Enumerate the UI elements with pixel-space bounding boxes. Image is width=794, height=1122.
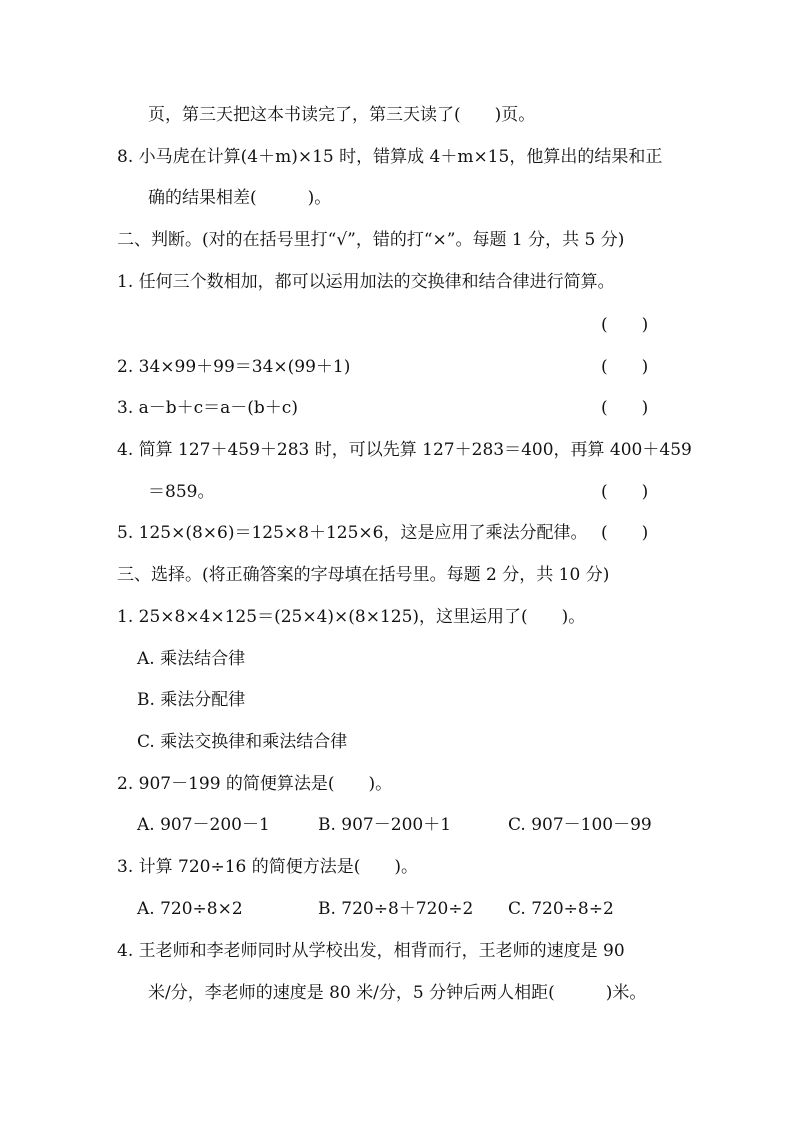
choice-1-option-a: A. 乘法结合律 — [137, 649, 246, 669]
section-2-heading: 二、判断。(对的在括号里打“√”，错的打“×”。每题 1 分，共 5 分) — [117, 230, 625, 250]
choice-question-4: 4. 王老师和李老师同时从学校出发，相背而行，王老师的速度是 90 — [117, 941, 625, 961]
answer-bracket-3[interactable]: ( ) — [601, 398, 649, 418]
choice-3-option-a: A. 720÷8×2 — [137, 899, 243, 919]
question-8-cont: 确的结果相差( )。 — [148, 188, 332, 208]
choice-2-option-a: A. 907－200－1 — [137, 815, 270, 835]
judge-question-5: 5. 125×(8×6)＝125×8＋125×6，这是应用了乘法分配律。 — [117, 523, 588, 543]
judge-question-1: 1. 任何三个数相加，都可以运用加法的交换律和结合律进行简算。 — [117, 272, 615, 292]
choice-question-4-cont: 米/分，李老师的速度是 80 米/分，5 分钟后两人相距( )米。 — [148, 983, 647, 1003]
choice-1-option-c: C. 乘法交换律和乘法结合律 — [137, 732, 348, 752]
judge-question-2: 2. 34×99＋99＝34×(99＋1) — [117, 357, 351, 377]
judge-question-4-cont: ＝859。 — [148, 482, 215, 502]
answer-bracket-2[interactable]: ( ) — [601, 357, 649, 377]
choice-question-3: 3. 计算 720÷16 的简便方法是( )。 — [117, 857, 419, 877]
choice-3-option-c: C. 720÷8÷2 — [508, 899, 614, 919]
text-line-l0: 页，第三天把这本书读完了，第三天读了( )页。 — [148, 105, 536, 125]
choice-2-option-c: C. 907－100－99 — [508, 815, 652, 835]
answer-bracket-4[interactable]: ( ) — [601, 482, 649, 502]
answer-bracket-1[interactable]: ( ) — [601, 315, 649, 335]
answer-bracket-5[interactable]: ( ) — [601, 523, 649, 543]
choice-2-option-b: B. 907－200＋1 — [318, 815, 452, 835]
choice-1-option-b: B. 乘法分配律 — [137, 690, 246, 710]
choice-question-1: 1. 25×8×4×125＝(25×4)×(8×125)，这里运用了( )。 — [117, 607, 586, 627]
choice-question-2: 2. 907－199 的简便算法是( )。 — [117, 774, 393, 794]
judge-question-3: 3. a－b＋c＝a－(b＋c) — [117, 398, 298, 418]
section-3-heading: 三、选择。(将正确答案的字母填在括号里。每题 2 分，共 10 分) — [117, 565, 610, 585]
choice-3-option-b: B. 720÷8＋720÷2 — [318, 899, 474, 919]
question-8: 8. 小马虎在计算(4＋m)×15 时，错算成 4＋m×15，他算出的结果和正 — [117, 147, 663, 167]
judge-question-4: 4. 简算 127＋459＋283 时，可以先算 127＋283＝400，再算 400＋459 — [117, 440, 692, 460]
